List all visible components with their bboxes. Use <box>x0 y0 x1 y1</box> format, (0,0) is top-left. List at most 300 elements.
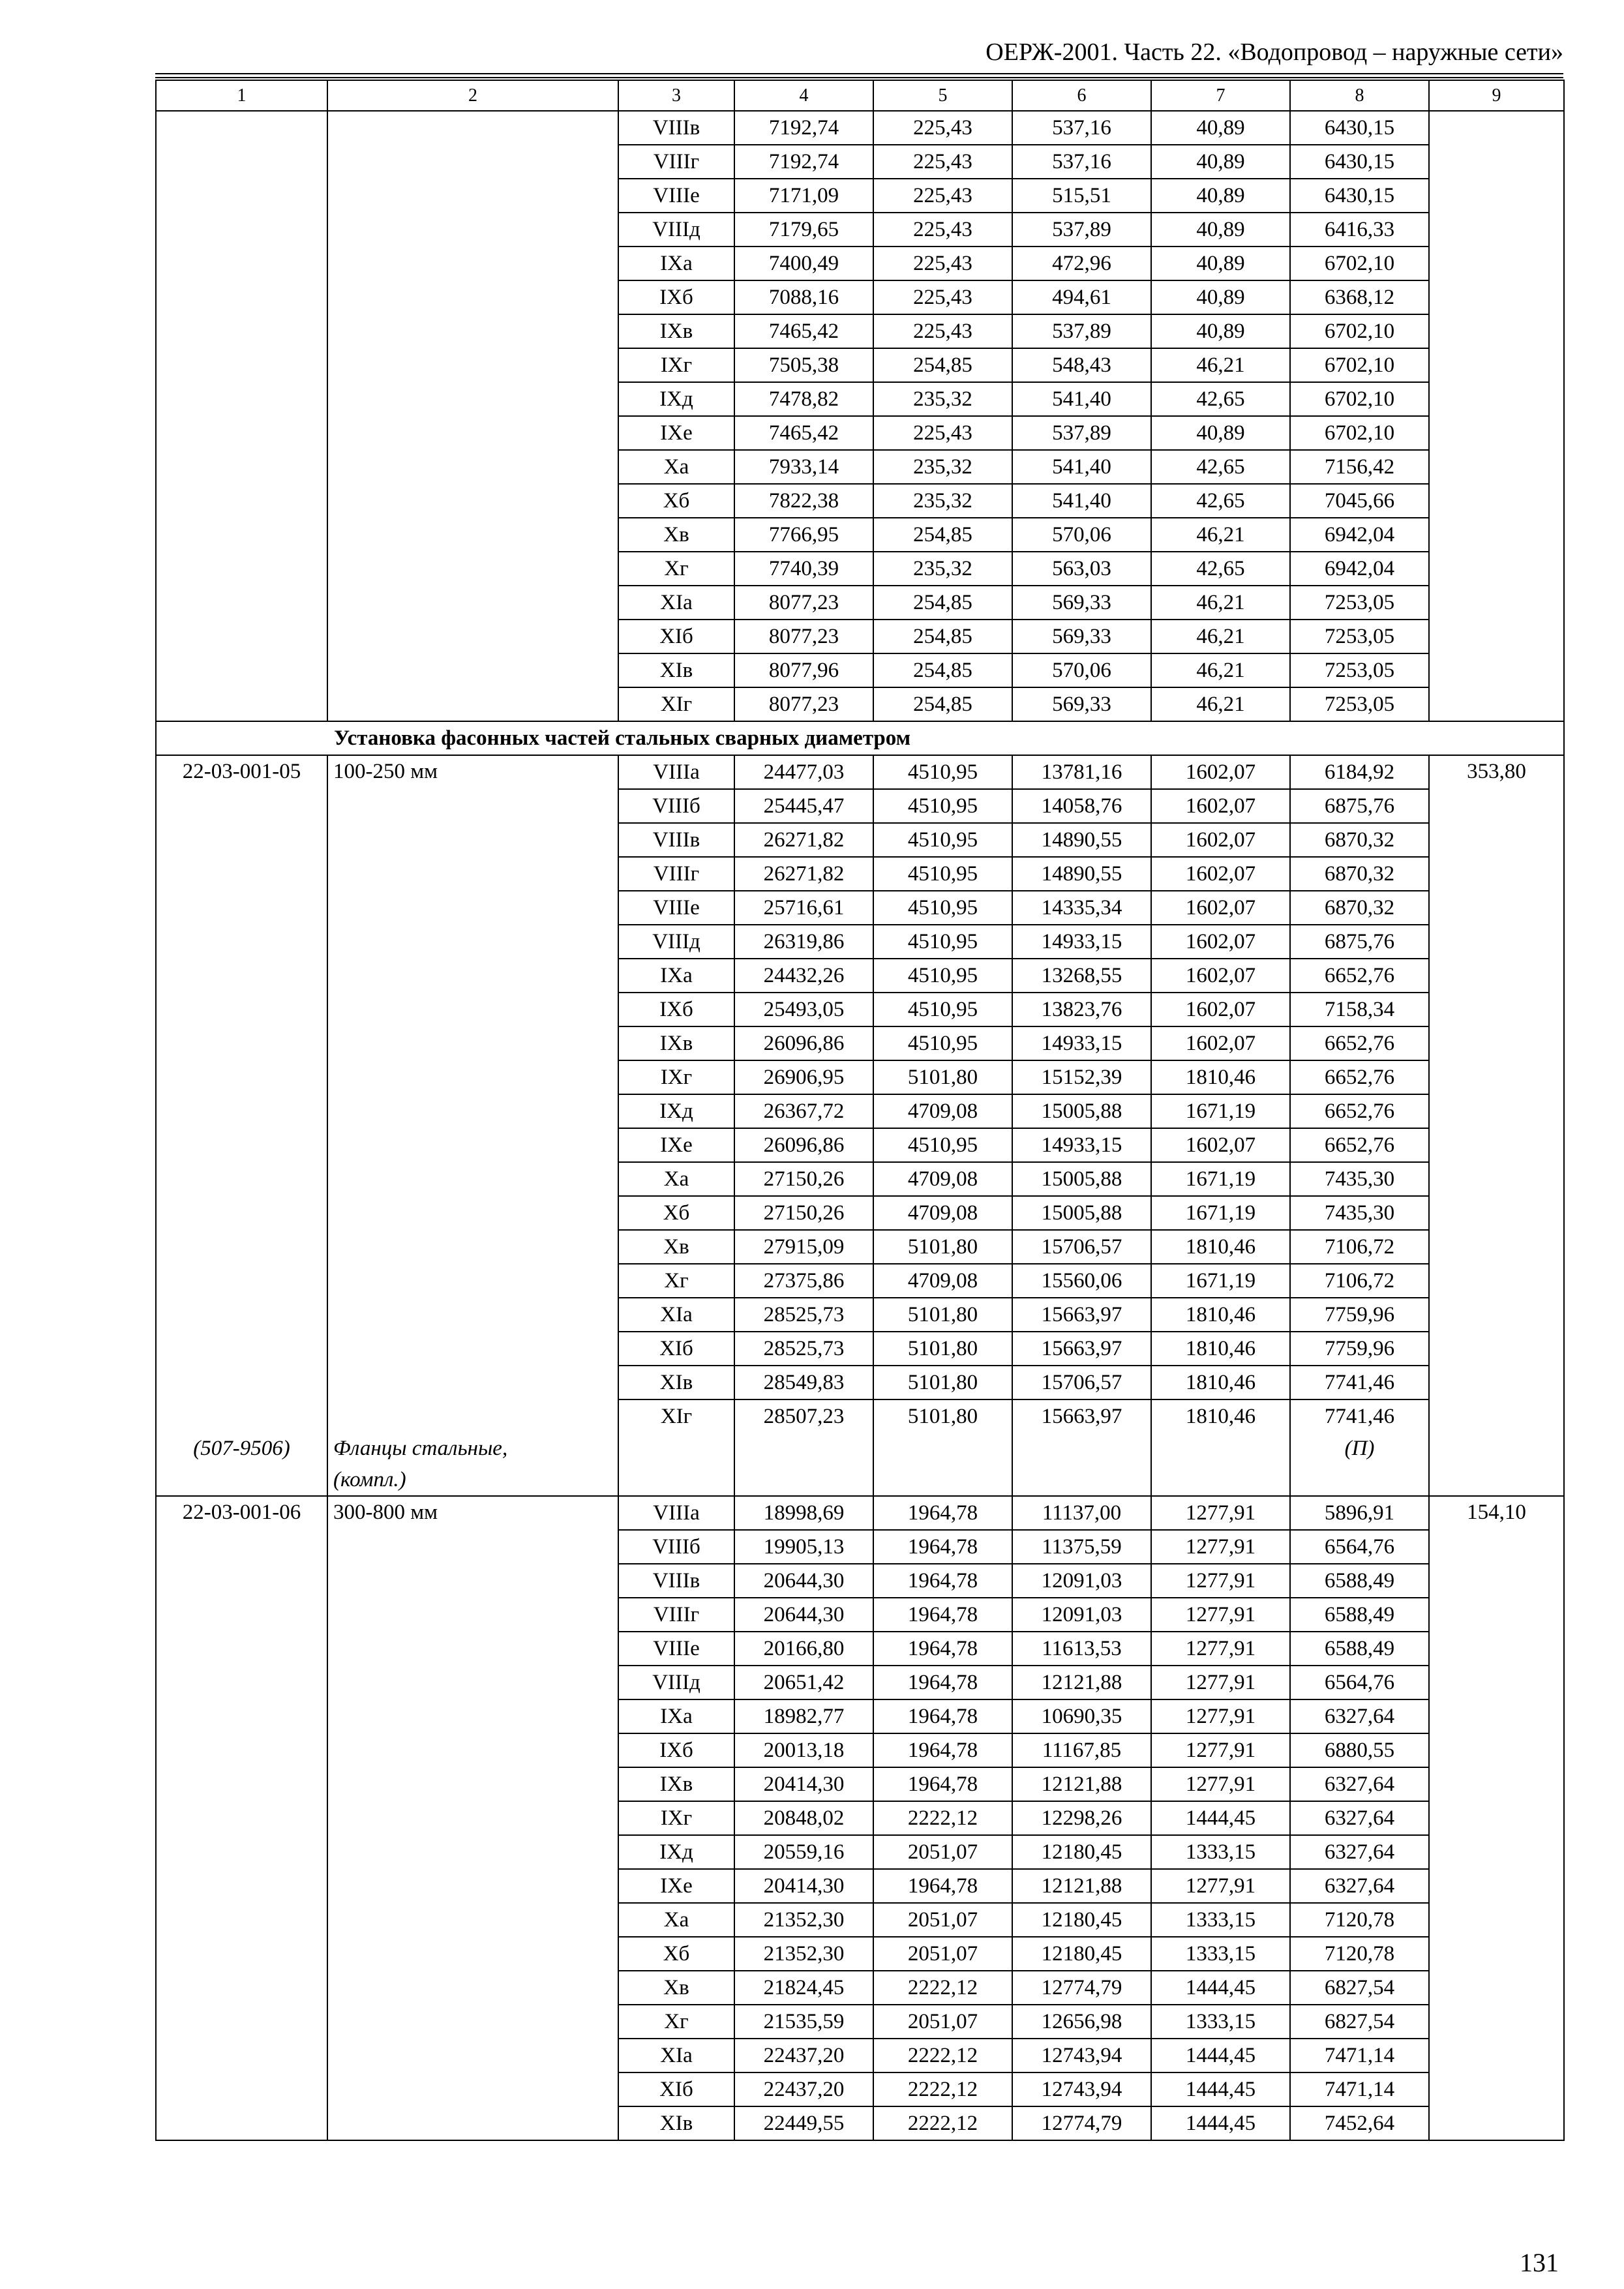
value-cell: 6942,04 <box>1290 552 1429 586</box>
region-code-cell: IXа <box>618 1699 734 1733</box>
value-cell: 1810,46 <box>1151 1399 1290 1433</box>
value-cell: 1444,45 <box>1151 2072 1290 2106</box>
region-code-cell: VIIIв <box>618 1564 734 1598</box>
value-cell: 225,43 <box>873 247 1012 280</box>
header-rule <box>155 77 1563 78</box>
value-cell: 14058,76 <box>1012 789 1151 823</box>
region-code-cell: VIIIд <box>618 925 734 959</box>
region-code-cell: Xг <box>618 552 734 586</box>
region-code-cell: VIIIа <box>618 755 734 789</box>
value-cell: 570,06 <box>1012 653 1151 687</box>
value-cell: 14890,55 <box>1012 823 1151 857</box>
value-cell: 26096,86 <box>734 1128 873 1162</box>
value-cell: 40,89 <box>1151 213 1290 247</box>
region-code-cell: IXб <box>618 993 734 1026</box>
value-cell: 7465,42 <box>734 416 873 450</box>
region-code-cell: Xб <box>618 484 734 518</box>
value-cell: 7471,14 <box>1290 2072 1429 2106</box>
value-cell: 1444,45 <box>1151 1971 1290 2005</box>
value-cell: 6416,33 <box>1290 213 1429 247</box>
value-cell: 12180,45 <box>1012 1937 1151 1971</box>
value-cell: 15706,57 <box>1012 1230 1151 1264</box>
table-row <box>156 755 1564 789</box>
value-cell: 46,21 <box>1151 687 1290 721</box>
value-cell: 7120,78 <box>1290 1937 1429 1971</box>
value-cell: 1333,15 <box>1151 1903 1290 1937</box>
value-cell: 12121,88 <box>1012 1767 1151 1801</box>
value-cell: 537,89 <box>1012 416 1151 450</box>
value-cell: 6327,64 <box>1290 1767 1429 1801</box>
value-cell: 15152,39 <box>1012 1060 1151 1094</box>
rates-table <box>155 80 1565 2141</box>
column-number: 8 <box>1290 80 1429 111</box>
value-cell: 1964,78 <box>873 1496 1012 1530</box>
value-cell: 2051,07 <box>873 2005 1012 2039</box>
value-cell: 11375,59 <box>1012 1530 1151 1564</box>
value-cell: 1277,91 <box>1151 1530 1290 1564</box>
value-cell: 1277,91 <box>1151 1869 1290 1903</box>
value-cell: 28525,73 <box>734 1298 873 1332</box>
value-cell: 1602,07 <box>1151 857 1290 891</box>
column-number-row <box>156 80 1564 111</box>
value-cell: 1810,46 <box>1151 1332 1290 1366</box>
value-cell: 7088,16 <box>734 280 873 314</box>
value-cell: 40,89 <box>1151 314 1290 348</box>
value-cell: 10690,35 <box>1012 1699 1151 1733</box>
note-empty-cell <box>873 1433 1012 1496</box>
note-empty-cell <box>1429 1433 1564 1496</box>
value-cell: 6652,76 <box>1290 1094 1429 1128</box>
value-cell: 1810,46 <box>1151 1060 1290 1094</box>
value-cell: 6827,54 <box>1290 2005 1429 2039</box>
value-cell: 12180,45 <box>1012 1835 1151 1869</box>
value-cell: 40,89 <box>1151 280 1290 314</box>
value-cell: 225,43 <box>873 213 1012 247</box>
region-code-cell: XIв <box>618 2106 734 2140</box>
value-cell: 6327,64 <box>1290 1801 1429 1835</box>
value-cell: 1333,15 <box>1151 1937 1290 1971</box>
value-cell: 15560,06 <box>1012 1264 1151 1298</box>
region-code-cell: Xб <box>618 1196 734 1230</box>
note-empty-cell <box>1012 1433 1151 1496</box>
value-cell: 1810,46 <box>1151 1230 1290 1264</box>
region-code-cell: XIб <box>618 620 734 653</box>
value-cell: 21824,45 <box>734 1971 873 2005</box>
region-code-cell: VIIIе <box>618 1632 734 1666</box>
column-number: 1 <box>156 80 327 111</box>
region-code-cell: Xв <box>618 1971 734 2005</box>
region-code-cell: XIв <box>618 1366 734 1399</box>
section-title-row <box>156 721 1564 755</box>
value-cell: 11137,00 <box>1012 1496 1151 1530</box>
value-cell: 5101,80 <box>873 1366 1012 1399</box>
value-cell: 7171,09 <box>734 179 873 213</box>
value-cell: 20644,30 <box>734 1564 873 1598</box>
value-cell: 541,40 <box>1012 382 1151 416</box>
value-cell: 7253,05 <box>1290 687 1429 721</box>
region-code-cell: VIIIе <box>618 891 734 925</box>
value-cell: 1277,91 <box>1151 1767 1290 1801</box>
note-empty-cell <box>1151 1433 1290 1496</box>
value-cell: 12121,88 <box>1012 1869 1151 1903</box>
value-cell: 7192,74 <box>734 111 873 145</box>
value-cell: 20166,80 <box>734 1632 873 1666</box>
value-cell: 14933,15 <box>1012 925 1151 959</box>
value-cell: 5101,80 <box>873 1060 1012 1094</box>
value-cell: 225,43 <box>873 179 1012 213</box>
value-cell: 1964,78 <box>873 1733 1012 1767</box>
value-cell: 20848,02 <box>734 1801 873 1835</box>
value-cell: 1602,07 <box>1151 823 1290 857</box>
value-cell: 225,43 <box>873 416 1012 450</box>
value-cell: 25493,05 <box>734 993 873 1026</box>
value-cell: 27375,86 <box>734 1264 873 1298</box>
region-code-cell: IXд <box>618 1835 734 1869</box>
column-number: 9 <box>1429 80 1564 111</box>
value-cell: 20414,30 <box>734 1767 873 1801</box>
region-code-cell: IXе <box>618 1869 734 1903</box>
value-cell: 7192,74 <box>734 145 873 179</box>
region-code-cell: Xв <box>618 518 734 552</box>
value-cell: 12743,94 <box>1012 2072 1151 2106</box>
value-cell: 1671,19 <box>1151 1094 1290 1128</box>
value-cell: 563,03 <box>1012 552 1151 586</box>
value-cell: 6588,49 <box>1290 1632 1429 1666</box>
value-cell: 254,85 <box>873 620 1012 653</box>
value-cell: 1444,45 <box>1151 2106 1290 2140</box>
region-code-cell: XIг <box>618 1399 734 1433</box>
region-code-cell: IXд <box>618 1094 734 1128</box>
region-code-cell: Xа <box>618 1903 734 1937</box>
region-code-cell: VIIIв <box>618 111 734 145</box>
value-cell: 1277,91 <box>1151 1699 1290 1733</box>
value-cell: 13781,16 <box>1012 755 1151 789</box>
region-code-cell: XIв <box>618 653 734 687</box>
value-cell: 20414,30 <box>734 1869 873 1903</box>
region-code-cell: XIб <box>618 2072 734 2106</box>
value-cell: 27150,26 <box>734 1162 873 1196</box>
value-cell: 26271,82 <box>734 857 873 891</box>
value-cell: 4709,08 <box>873 1094 1012 1128</box>
value-cell: 22437,20 <box>734 2039 873 2072</box>
value-cell: 6564,76 <box>1290 1666 1429 1699</box>
value-cell: 570,06 <box>1012 518 1151 552</box>
value-cell: 2222,12 <box>873 2072 1012 2106</box>
value-cell: 4510,95 <box>873 823 1012 857</box>
region-code-cell: IXе <box>618 416 734 450</box>
value-cell: 6702,10 <box>1290 382 1429 416</box>
value-cell: 21352,30 <box>734 1903 873 1937</box>
value-cell: 42,65 <box>1151 552 1290 586</box>
value-cell: 4510,95 <box>873 1026 1012 1060</box>
value-cell: 2051,07 <box>873 1937 1012 1971</box>
value-cell: 27915,09 <box>734 1230 873 1264</box>
value-cell: 1277,91 <box>1151 1598 1290 1632</box>
region-code-cell: Xа <box>618 1162 734 1196</box>
value-cell: 7759,96 <box>1290 1298 1429 1332</box>
region-code-cell: VIIIе <box>618 179 734 213</box>
value-cell: 1671,19 <box>1151 1162 1290 1196</box>
note-code-text: (507-9506) <box>193 1437 290 1460</box>
value-cell: 1964,78 <box>873 1869 1012 1903</box>
value-cell: 42,65 <box>1151 450 1290 484</box>
value-cell: 5101,80 <box>873 1399 1012 1433</box>
value-cell: 1602,07 <box>1151 925 1290 959</box>
value-cell: 1277,91 <box>1151 1632 1290 1666</box>
value-cell: 40,89 <box>1151 416 1290 450</box>
value-cell: 1602,07 <box>1151 993 1290 1026</box>
note-name-line: Фланцы стальные, <box>333 1437 508 1460</box>
value-cell: 1277,91 <box>1151 1564 1290 1598</box>
value-cell: 515,51 <box>1012 179 1151 213</box>
value-cell: 6942,04 <box>1290 518 1429 552</box>
value-cell: 28507,23 <box>734 1399 873 1433</box>
value-cell: 24477,03 <box>734 755 873 789</box>
value-cell: 11613,53 <box>1012 1632 1151 1666</box>
column-number: 2 <box>327 80 618 111</box>
value-cell: 4510,95 <box>873 993 1012 1026</box>
value-cell: 569,33 <box>1012 586 1151 620</box>
value-cell: 12091,03 <box>1012 1564 1151 1598</box>
value-cell: 537,16 <box>1012 145 1151 179</box>
value-cell: 1671,19 <box>1151 1196 1290 1230</box>
rate-code: 22-03-001-05 <box>156 755 327 1433</box>
value-cell: 7759,96 <box>1290 1332 1429 1366</box>
value-cell: 4709,08 <box>873 1196 1012 1230</box>
value-cell: 1964,78 <box>873 1699 1012 1733</box>
value-cell: 6652,76 <box>1290 1060 1429 1094</box>
value-cell: 6870,32 <box>1290 857 1429 891</box>
value-cell: 6880,55 <box>1290 1733 1429 1767</box>
value-cell: 15706,57 <box>1012 1366 1151 1399</box>
value-cell: 5101,80 <box>873 1332 1012 1366</box>
region-code-cell: IXг <box>618 1801 734 1835</box>
region-code-cell: VIIIб <box>618 1530 734 1564</box>
value-cell: 235,32 <box>873 552 1012 586</box>
value-cell: 15663,97 <box>1012 1298 1151 1332</box>
value-cell: 254,85 <box>873 653 1012 687</box>
region-code-cell: VIIIд <box>618 1666 734 1699</box>
region-code-cell: XIа <box>618 1298 734 1332</box>
value-cell: 12091,03 <box>1012 1598 1151 1632</box>
value-cell: 225,43 <box>873 280 1012 314</box>
region-code-cell: VIIIв <box>618 823 734 857</box>
value-cell: 28549,83 <box>734 1366 873 1399</box>
region-code-cell: XIг <box>618 687 734 721</box>
note-unit <box>1290 1433 1429 1496</box>
value-cell: 6702,10 <box>1290 348 1429 382</box>
value-cell: 7253,05 <box>1290 620 1429 653</box>
rate-name: 100-250 мм <box>327 755 618 1433</box>
value-cell: 5101,80 <box>873 1298 1012 1332</box>
column-number: 7 <box>1151 80 1290 111</box>
value-cell: 26096,86 <box>734 1026 873 1060</box>
region-code-cell: VIIIг <box>618 857 734 891</box>
value-cell: 1333,15 <box>1151 1835 1290 1869</box>
value-cell: 7045,66 <box>1290 484 1429 518</box>
value-cell: 6327,64 <box>1290 1699 1429 1733</box>
value-cell: 7106,72 <box>1290 1264 1429 1298</box>
value-cell: 6870,32 <box>1290 823 1429 857</box>
region-code-cell: Xг <box>618 2005 734 2039</box>
region-code-cell: IXа <box>618 247 734 280</box>
region-code-cell: Xв <box>618 1230 734 1264</box>
value-cell: 14890,55 <box>1012 857 1151 891</box>
region-code-cell: IXг <box>618 1060 734 1094</box>
code-cell <box>156 111 327 721</box>
value-cell: 15663,97 <box>1012 1332 1151 1366</box>
value-cell: 6827,54 <box>1290 1971 1429 2005</box>
value-cell: 12121,88 <box>1012 1666 1151 1699</box>
region-code-cell: IXв <box>618 314 734 348</box>
value-cell: 6875,76 <box>1290 925 1429 959</box>
value-cell: 7253,05 <box>1290 586 1429 620</box>
region-code-cell: Xг <box>618 1264 734 1298</box>
region-code-cell: IXв <box>618 1767 734 1801</box>
value-cell: 7158,34 <box>1290 993 1429 1026</box>
value-cell: 24432,26 <box>734 959 873 993</box>
value-cell: 6564,76 <box>1290 1530 1429 1564</box>
value-cell: 46,21 <box>1151 348 1290 382</box>
value-cell: 7822,38 <box>734 484 873 518</box>
value-cell: 19905,13 <box>734 1530 873 1564</box>
region-code-cell: Xб <box>618 1937 734 1971</box>
note-row <box>156 1433 1564 1496</box>
value-cell: 26319,86 <box>734 925 873 959</box>
material-cost: 154,10 <box>1429 1496 1564 2140</box>
value-cell: 15005,88 <box>1012 1196 1151 1230</box>
value-cell: 42,65 <box>1151 382 1290 416</box>
value-cell: 18982,77 <box>734 1699 873 1733</box>
value-cell: 1671,19 <box>1151 1264 1290 1298</box>
value-cell: 15663,97 <box>1012 1399 1151 1433</box>
value-cell: 13268,55 <box>1012 959 1151 993</box>
value-cell: 14933,15 <box>1012 1128 1151 1162</box>
value-cell: 1964,78 <box>873 1530 1012 1564</box>
value-cell: 7741,46 <box>1290 1399 1429 1433</box>
value-cell: 46,21 <box>1151 620 1290 653</box>
value-cell: 18998,69 <box>734 1496 873 1530</box>
value-cell: 254,85 <box>873 348 1012 382</box>
value-cell: 1964,78 <box>873 1767 1012 1801</box>
value-cell: 1964,78 <box>873 1564 1012 1598</box>
value-cell: 6875,76 <box>1290 789 1429 823</box>
region-code-cell: XIа <box>618 586 734 620</box>
value-cell: 1810,46 <box>1151 1366 1290 1399</box>
value-cell: 2222,12 <box>873 1971 1012 2005</box>
note-name <box>327 1433 618 1496</box>
value-cell: 569,33 <box>1012 687 1151 721</box>
region-code-cell: XIб <box>618 1332 734 1366</box>
value-cell: 6652,76 <box>1290 1128 1429 1162</box>
table-row <box>156 1496 1564 1530</box>
table-body <box>156 80 1564 2140</box>
value-cell: 1444,45 <box>1151 2039 1290 2072</box>
note-code <box>156 1433 327 1496</box>
column-number: 5 <box>873 80 1012 111</box>
note-empty-cell <box>734 1433 873 1496</box>
value-cell: 12298,26 <box>1012 1801 1151 1835</box>
region-code-cell: Xа <box>618 450 734 484</box>
value-cell: 1333,15 <box>1151 2005 1290 2039</box>
value-cell: 6870,32 <box>1290 891 1429 925</box>
value-cell: 6702,10 <box>1290 247 1429 280</box>
value-cell: 254,85 <box>873 687 1012 721</box>
value-cell: 15005,88 <box>1012 1094 1151 1128</box>
value-cell: 541,40 <box>1012 450 1151 484</box>
region-code-cell: IXб <box>618 1733 734 1767</box>
value-cell: 25445,47 <box>734 789 873 823</box>
value-cell: 6702,10 <box>1290 416 1429 450</box>
value-cell: 40,89 <box>1151 111 1290 145</box>
value-cell: 472,96 <box>1012 247 1151 280</box>
value-cell: 7465,42 <box>734 314 873 348</box>
rate-name: 300-800 мм <box>327 1496 618 2140</box>
value-cell: 8077,23 <box>734 620 873 653</box>
page-header: ОЕРЖ-2001. Часть 22. «Водопровод – наружные сети» <box>985 38 1563 66</box>
note-empty-cell <box>618 1433 734 1496</box>
value-cell: 11167,85 <box>1012 1733 1151 1767</box>
value-cell: 494,61 <box>1012 280 1151 314</box>
value-cell: 7400,49 <box>734 247 873 280</box>
material-cost: 353,80 <box>1429 755 1564 1433</box>
value-cell: 235,32 <box>873 484 1012 518</box>
value-cell: 12656,98 <box>1012 2005 1151 2039</box>
region-code-cell: VIIIд <box>618 213 734 247</box>
value-cell: 7741,46 <box>1290 1366 1429 1399</box>
value-cell: 12743,94 <box>1012 2039 1151 2072</box>
value-cell: 2222,12 <box>873 1801 1012 1835</box>
value-cell: 6652,76 <box>1290 959 1429 993</box>
value-cell: 46,21 <box>1151 653 1290 687</box>
rate-code: 22-03-001-06 <box>156 1496 327 2140</box>
value-cell: 14335,34 <box>1012 891 1151 925</box>
region-code-cell: VIIIг <box>618 1598 734 1632</box>
value-cell: 25716,61 <box>734 891 873 925</box>
value-cell: 7452,64 <box>1290 2106 1429 2140</box>
value-cell: 28525,73 <box>734 1332 873 1366</box>
value-cell: 7179,65 <box>734 213 873 247</box>
value-cell: 537,16 <box>1012 111 1151 145</box>
value-cell: 7106,72 <box>1290 1230 1429 1264</box>
section-title: Установка фасонных частей стальных сварных диаметром <box>156 721 1564 755</box>
value-cell: 8077,96 <box>734 653 873 687</box>
value-cell: 20013,18 <box>734 1733 873 1767</box>
value-cell: 1602,07 <box>1151 789 1290 823</box>
value-cell: 1277,91 <box>1151 1666 1290 1699</box>
region-code-cell: IXб <box>618 280 734 314</box>
value-cell: 6702,10 <box>1290 314 1429 348</box>
name-cell <box>327 111 618 721</box>
region-code-cell: IXд <box>618 382 734 416</box>
region-code-cell: VIIIг <box>618 145 734 179</box>
value-cell: 21352,30 <box>734 1937 873 1971</box>
value-cell: 6430,15 <box>1290 179 1429 213</box>
value-cell: 4510,95 <box>873 857 1012 891</box>
value-cell: 6588,49 <box>1290 1564 1429 1598</box>
value-cell: 7435,30 <box>1290 1196 1429 1230</box>
value-cell: 1602,07 <box>1151 959 1290 993</box>
value-cell: 20559,16 <box>734 1835 873 1869</box>
value-cell: 2222,12 <box>873 2039 1012 2072</box>
value-cell: 235,32 <box>873 382 1012 416</box>
value-cell: 20651,42 <box>734 1666 873 1699</box>
column-number: 3 <box>618 80 734 111</box>
value-cell: 12774,79 <box>1012 2106 1151 2140</box>
value-cell: 26906,95 <box>734 1060 873 1094</box>
value-cell: 7471,14 <box>1290 2039 1429 2072</box>
value-cell: 27150,26 <box>734 1196 873 1230</box>
